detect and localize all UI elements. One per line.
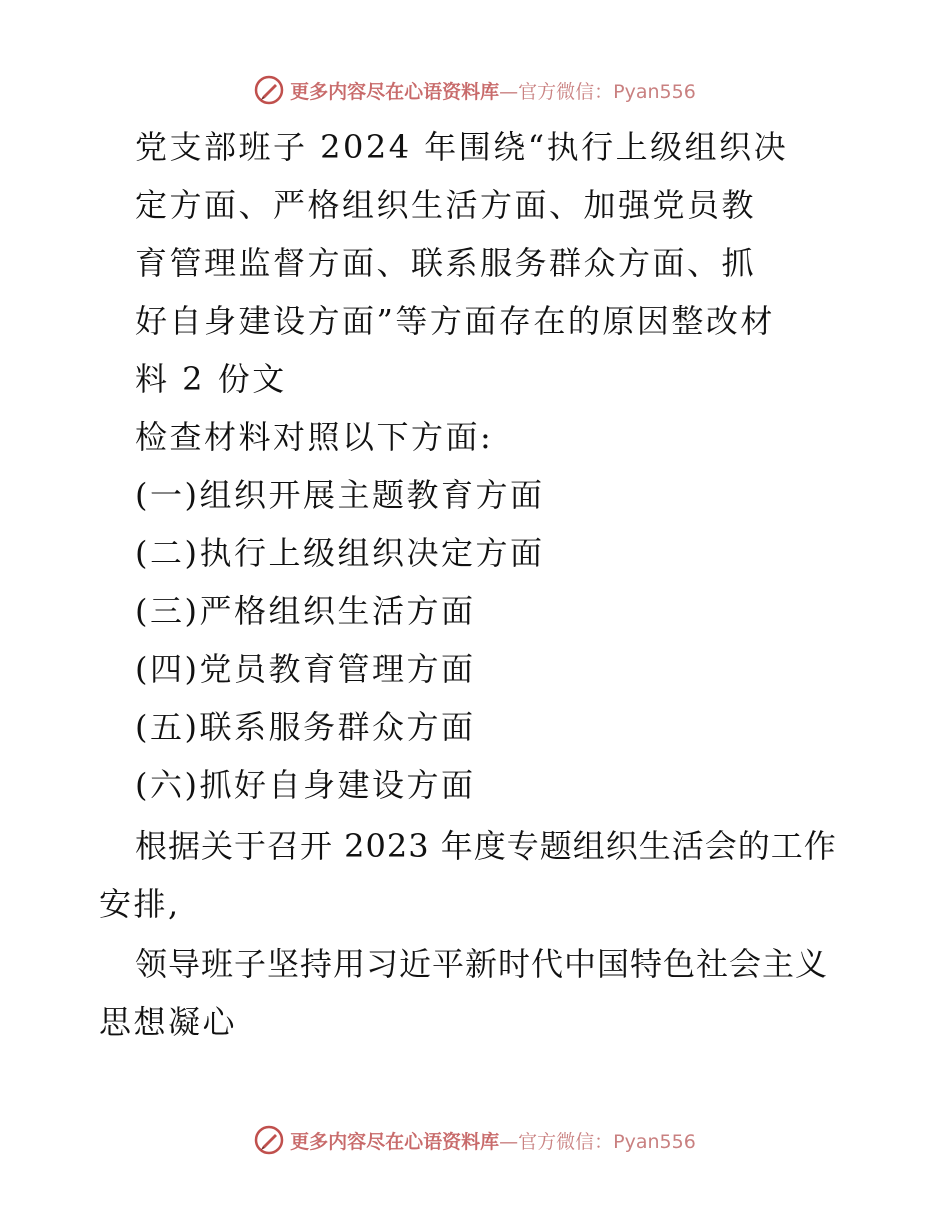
watermark-main-text: 更多内容尽在心语资料库 <box>290 80 500 103</box>
aspect-item-2: (二)执行上级组织决定方面 <box>135 534 545 572</box>
watermark-dash: — <box>499 1130 519 1153</box>
title-line-4: 好自身建设方面”等方面存在的原因整改材 <box>135 302 775 340</box>
title-line-1: 党支部班子 2024 年围绕“执行上级组织决 <box>135 128 789 166</box>
watermark-wechat-text: 官方微信：Pyan556 <box>518 1130 696 1153</box>
aspect-item-5: (五)联系服务群众方面 <box>135 708 476 746</box>
aspect-item-3: (三)严格组织生活方面 <box>135 592 476 630</box>
title-line-3: 育管理监督方面、联系服务群众方面、抓 <box>135 244 757 282</box>
pen-logo-icon <box>254 1125 284 1155</box>
aspect-item-4: (四)党员教育管理方面 <box>135 650 476 688</box>
watermark-main-text: 更多内容尽在心语资料库 <box>290 1130 500 1153</box>
paragraph-1-line-1: 根据关于召开 2023 年度专题组织生活会的工作 <box>135 827 837 865</box>
paragraph-2-line-1: 领导班子坚持用习近平新时代中国特色社会主义 <box>135 945 829 983</box>
title-line-5: 料 2 份文 <box>135 360 287 398</box>
aspect-item-1: (一)组织开展主题教育方面 <box>135 476 545 514</box>
paragraph-1-line-2: 安排, <box>99 885 181 923</box>
watermark-text <box>290 77 696 104</box>
intro-text: 检查材料对照以下方面: <box>135 418 494 456</box>
footer-watermark-banner <box>0 1120 950 1160</box>
watermark-dash: — <box>499 80 519 103</box>
paragraph-2-line-2: 思想凝心 <box>99 1003 238 1041</box>
header-watermark-banner <box>0 70 950 110</box>
aspect-item-6: (六)抓好自身建设方面 <box>135 766 476 804</box>
title-line-2: 定方面、严格组织生活方面、加强党员教 <box>135 186 757 224</box>
watermark-wechat-text: 官方微信：Pyan556 <box>518 80 696 103</box>
pen-logo-icon <box>254 75 284 105</box>
watermark-text <box>290 1127 696 1154</box>
